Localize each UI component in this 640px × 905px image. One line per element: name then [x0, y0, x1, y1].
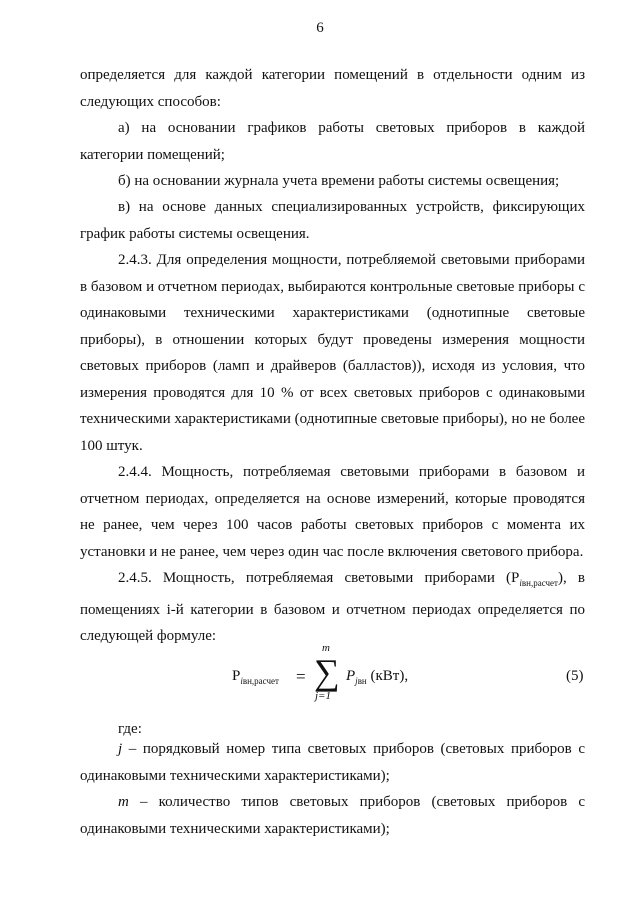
formula-lower-limit: j=1: [315, 690, 331, 702]
formula-number: (5): [566, 668, 584, 684]
definition-m-symbol: m: [118, 794, 129, 810]
page-number: 6: [316, 20, 324, 36]
inline-sub-rest: вн,расчет: [521, 578, 558, 588]
formula-rhs: [346, 668, 408, 686]
inline-sub-italic: i: [519, 578, 522, 588]
formula-units: (кВт),: [366, 668, 409, 684]
definition-j: [80, 736, 585, 789]
paragraph-2-4-5-start: 2.4.5. Мощность, потребляемая световыми приборами (P: [118, 570, 520, 586]
paragraph-option-b: б) на основании журнала учета времени работы системы освещения;: [118, 173, 560, 189]
paragraph-option-v: в) на основе данных специализированных устройств, фиксирующих график работы системы освещения.: [80, 199, 585, 242]
paragraph-2-4-5: [80, 565, 585, 650]
definition-j-symbol: j: [118, 741, 123, 757]
paragraph-option-a: а) на основании графиков работы световых приборов в каждой категории помещений;: [80, 120, 585, 163]
paragraph-2-4-3: 2.4.3. Для определения мощности, потребляемой световыми приборами в базовом и отчетном периодах, выбираются контрольные световые приборы с одинаковыми техническими характеристиками (однотипные световые приборы), в отношении которых будут проведены измерения мощности световых приборов (ламп и драйверов (балластов)), исходя из условия, что измерения проводятся для 10 % от всех световых приборов с одинаковыми техническими характеристиками (однотипные световые приборы), но не более 100 штук.: [80, 252, 585, 454]
formula-equals: =: [296, 667, 306, 686]
formula-rhs-symbol: P: [346, 668, 356, 684]
formula-5: [0, 640, 640, 710]
formula-rhs-sub-rest: вн: [357, 676, 367, 686]
definition-m: [80, 789, 585, 842]
definition-j-text: – порядковый номер типа световых приборов (световых приборов с одинаковыми техническими характеристиками);: [80, 741, 585, 784]
formula-lhs-sub-rest: вн,расчет: [242, 676, 279, 686]
formula-upper-limit: m: [322, 642, 330, 654]
formula-rhs-sub-italic: j: [355, 676, 358, 686]
formula-lhs-sub-italic: i: [240, 676, 243, 686]
definition-m-text: – количество типов световых приборов (световых приборов с одинаковыми техническими характеристиками);: [80, 794, 585, 837]
formula-lhs: [232, 668, 279, 686]
formula-sum-sign: ∑: [314, 652, 340, 692]
paragraph-2-4-5-end: ), в помещениях i-й категории в базовом и отчетном периодах определяется по следующей формуле:: [80, 570, 586, 644]
formula-lhs-symbol: P: [232, 668, 241, 684]
paragraph-2-4-4: 2.4.4. Мощность, потребляемая световыми приборами в базовом и отчетном периодах, определяется на основе измерений, которые проводятся не ранее, чем через 100 часов работы световых приборов с момента их установки и не ранее, чем через один час после включения светового прибора.: [80, 464, 585, 560]
where-label: где:: [118, 721, 142, 737]
paragraph-intro: определяется для каждой категории помещений в отдельности одним из следующих способов:: [80, 67, 585, 110]
